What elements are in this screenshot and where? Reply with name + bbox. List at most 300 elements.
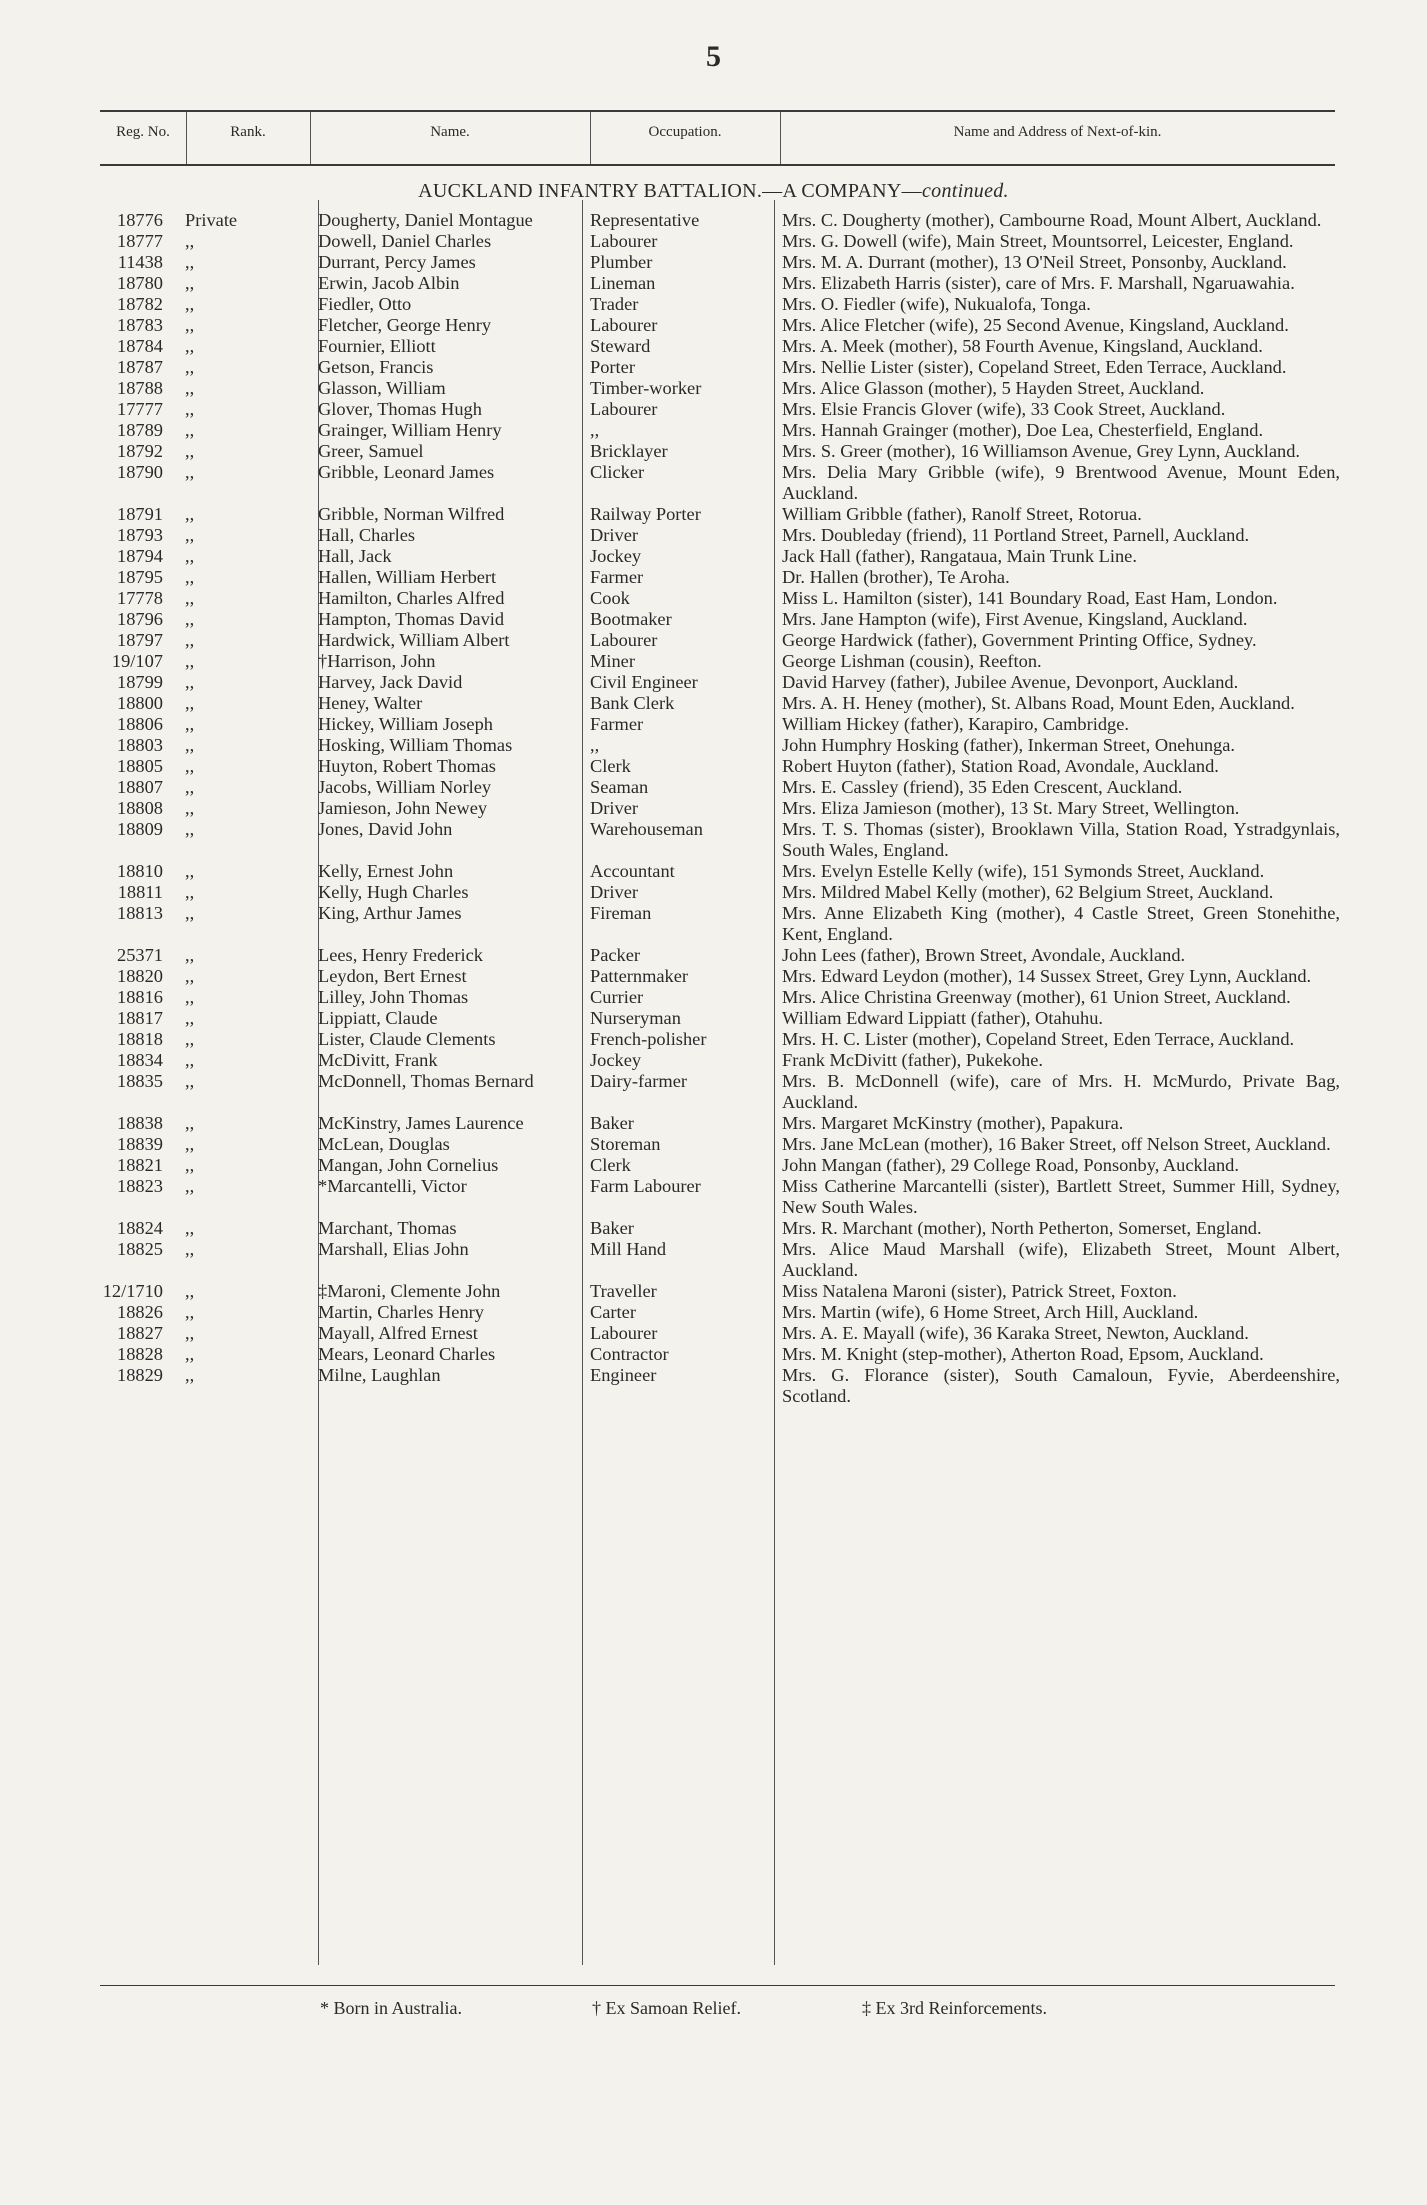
reg-no-cell: 18828 [117,1344,163,1364]
next-of-kin-cell: Mrs. Jane McLean (mother), 16 Baker Street, off Nelson Street, Auckland. [782,1134,1331,1154]
next-of-kin-cell: Mrs. Alice Maud Marshall (wife), Elizabeth Street, Mount Albert, Auckland. [782,1239,1340,1280]
occupation-cell: Labourer [590,1323,658,1343]
next-of-kin-cell: Mrs. Elsie Francis Glover (wife), 33 Cook Street, Auckland. [782,399,1226,419]
occupation-cell: Accountant [590,861,675,881]
rank-cell: ,, [185,903,195,923]
name-cell: Hosking, William Thomas [318,735,513,755]
table-row [0,1323,1427,1344]
header-bottom-rule [100,164,1335,166]
next-of-kin-cell: Mrs. Alice Glasson (mother), 5 Hayden Street, Auckland. [782,378,1205,398]
table-row [0,273,1427,294]
occupation-cell: Clerk [590,756,631,776]
next-of-kin-cell: Mrs. R. Marchant (mother), North Petherton, Somerset, England. [782,1218,1262,1238]
table-row [0,1344,1427,1365]
rank-cell: ,, [185,777,195,797]
reg-no-cell: 18808 [117,798,163,818]
next-of-kin-cell: Mrs. G. Florance (sister), South Camaloun, Fyvie, Aberdeenshire, Scotland. [782,1365,1340,1406]
table-row [0,441,1427,462]
rank-cell: ,, [185,1344,195,1364]
occupation-cell: Baker [590,1218,634,1238]
rank-cell: ,, [185,966,195,986]
reg-no-cell: 18782 [117,294,163,314]
name-cell: Marchant, Thomas [318,1218,457,1238]
reg-no-cell: 18827 [117,1323,163,1343]
next-of-kin-cell: Mrs. Margaret McKinstry (mother), Papakura. [782,1113,1124,1133]
occupation-cell: Seaman [590,777,649,797]
name-cell: Lippiatt, Claude [318,1008,438,1028]
reg-no-cell: 18829 [117,1365,163,1385]
next-of-kin-cell: Mrs. Anne Elizabeth King (mother), 4 Castle Street, Green Stonehithe, Kent, England. [782,903,1340,944]
next-of-kin-cell: Jack Hall (father), Rangataua, Main Trunk Line. [782,546,1137,566]
occupation-cell: Nurseryman [590,1008,681,1028]
occupation-cell: Baker [590,1113,634,1133]
next-of-kin-cell: Mrs. Elizabeth Harris (sister), care of Mrs. F. Marshall, Ngaruawahia. [782,273,1295,293]
name-cell: Glasson, William [318,378,446,398]
rank-cell: ,, [185,735,195,755]
reg-no-cell: 18797 [117,630,163,650]
name-cell: Durrant, Percy James [318,252,476,272]
next-of-kin-cell: Mrs. Mildred Mabel Kelly (mother), 62 Belgium Street, Auckland. [782,882,1274,902]
next-of-kin-cell: Robert Huyton (father), Station Road, Avondale, Auckland. [782,756,1219,776]
table-row [0,966,1427,987]
rank-cell: ,, [185,378,195,398]
occupation-cell: Farmer [590,567,644,587]
next-of-kin-cell: David Harvey (father), Jubilee Avenue, Devonport, Auckland. [782,672,1239,692]
name-cell: Hamilton, Charles Alfred [318,588,505,608]
rank-cell: ,, [185,987,195,1007]
rank-cell: ,, [185,1365,195,1385]
occupation-cell: Packer [590,945,641,965]
name-cell: Kelly, Ernest John [318,861,454,881]
rank-cell: ,, [185,588,195,608]
table-row [0,798,1427,819]
next-of-kin-cell: John Humphry Hosking (father), Inkerman Street, Onehunga. [782,735,1236,755]
rank-cell: ,, [185,1323,195,1343]
next-of-kin-cell: Mrs. G. Dowell (wife), Main Street, Mountsorrel, Leicester, England. [782,231,1294,251]
table-row [0,357,1427,378]
header-name: Name. [430,124,470,140]
name-cell: Getson, Francis [318,357,434,377]
occupation-cell: Clerk [590,1155,631,1175]
name-cell: Lister, Claude Clements [318,1029,496,1049]
reg-no-cell: 18787 [117,357,163,377]
name-cell: Fletcher, George Henry [318,315,492,335]
occupation-cell: Civil Engineer [590,672,698,692]
table-row [0,252,1427,273]
reg-no-cell: 18823 [117,1176,163,1196]
rank-cell: ,, [185,1134,195,1154]
occupation-cell: Patternmaker [590,966,689,986]
next-of-kin-cell: Mrs. Doubleday (friend), 11 Portland Street, Parnell, Auckland. [782,525,1250,545]
rank-cell: ,, [185,1155,195,1175]
next-of-kin-cell: Mrs. Edward Leydon (mother), 14 Sussex Street, Grey Lynn, Auckland. [782,966,1312,986]
reg-no-cell: 18807 [117,777,163,797]
occupation-cell: Dairy-farmer [590,1071,687,1091]
name-cell: Hardwick, William Albert [318,630,510,650]
rank-cell: ,, [185,315,195,335]
table-row [0,420,1427,441]
name-cell: Mayall, Alfred Ernest [318,1323,478,1343]
rank-cell: ,, [185,567,195,587]
table-row [0,630,1427,651]
name-cell: Hampton, Thomas David [318,609,505,629]
table-row [0,1239,1427,1281]
occupation-cell: Farmer [590,714,644,734]
table-row [0,1302,1427,1323]
next-of-kin-cell: John Lees (father), Brown Street, Avondale, Auckland. [782,945,1186,965]
next-of-kin-cell: Frank McDivitt (father), Pukekohe. [782,1050,1043,1070]
occupation-cell: French-polisher [590,1029,707,1049]
next-of-kin-cell: William Hickey (father), Karapiro, Cambridge. [782,714,1130,734]
table-row [0,1134,1427,1155]
reg-no-cell: 17778 [117,588,163,608]
occupation-cell: Storeman [590,1134,661,1154]
name-cell: Hickey, William Joseph [318,714,493,734]
table-row [0,231,1427,252]
name-cell: Gribble, Norman Wilfred [318,504,505,524]
name-cell: ‡Maroni, Clemente John [318,1281,501,1301]
table-row [0,1050,1427,1071]
occupation-cell: Bank Clerk [590,693,675,713]
page-number: 5 [706,40,721,73]
table-row [0,294,1427,315]
table-row [0,756,1427,777]
rank-cell: Private [185,210,238,230]
table-row [0,672,1427,693]
header-rank: Rank. [230,124,266,140]
table-row [0,903,1427,945]
name-cell: Mears, Leonard Charles [318,1344,496,1364]
table-row [0,1155,1427,1176]
name-cell: Fournier, Elliott [318,336,436,356]
name-cell: McDivitt, Frank [318,1050,438,1070]
occupation-cell: Labourer [590,630,658,650]
reg-no-cell: 18777 [117,231,163,251]
next-of-kin-cell: Miss Catherine Marcantelli (sister), Bartlett Street, Summer Hill, Sydney, New South Wales. [782,1176,1340,1217]
rank-cell: ,, [185,798,195,818]
name-cell: Hall, Charles [318,525,416,545]
reg-no-cell: 18826 [117,1302,163,1322]
header-occupation: Occupation. [648,124,722,140]
rank-cell: ,, [185,525,195,545]
next-of-kin-cell: Mrs. Jane Hampton (wife), First Avenue, Kingsland, Auckland. [782,609,1248,629]
next-of-kin-cell: Mrs. H. C. Lister (mother), Copeland Street, Eden Terrace, Auckland. [782,1029,1295,1049]
name-cell: *Marcantelli, Victor [318,1176,467,1196]
reg-no-cell: 18817 [117,1008,163,1028]
name-cell: Hall, Jack [318,546,392,566]
rank-cell: ,, [185,1071,195,1091]
rank-cell: ,, [185,1008,195,1028]
rank-cell: ,, [185,1029,195,1049]
table-row [0,1176,1427,1218]
next-of-kin-cell: Mrs. B. McDonnell (wife), care of Mrs. H. McMurdo, Private Bag, Auckland. [782,1071,1340,1112]
table-row [0,693,1427,714]
reg-no-cell: 18835 [117,1071,163,1091]
table-row [0,714,1427,735]
reg-no-cell: 25371 [117,945,163,965]
rank-cell: ,, [185,336,195,356]
table-row [0,378,1427,399]
occupation-cell: Currier [590,987,644,1007]
table-row [0,1218,1427,1239]
name-cell: Jacobs, William Norley [318,777,492,797]
occupation-cell: Farm Labourer [590,1176,701,1196]
rank-cell: ,, [185,1050,195,1070]
rank-cell: ,, [185,1176,195,1196]
table-row [0,819,1427,861]
occupation-cell: Fireman [590,903,652,923]
table-row [0,588,1427,609]
rank-cell: ,, [185,630,195,650]
table-row [0,1113,1427,1134]
next-of-kin-cell: Mrs. C. Dougherty (mother), Cambourne Road, Mount Albert, Auckland. [782,210,1322,230]
rank-cell: ,, [185,546,195,566]
reg-no-cell: 18809 [117,819,163,839]
rank-cell: ,, [185,651,195,671]
next-of-kin-cell: Miss L. Hamilton (sister), 141 Boundary Road, East Ham, London. [782,588,1278,608]
rank-cell: ,, [185,714,195,734]
occupation-cell: Warehouseman [590,819,703,839]
occupation-cell: Traveller [590,1281,657,1301]
rank-cell: ,, [185,420,195,440]
reg-no-cell: 18818 [117,1029,163,1049]
occupation-cell: Labourer [590,315,658,335]
reg-no-cell: 18805 [117,756,163,776]
next-of-kin-cell: William Edward Lippiatt (father), Otahuhu. [782,1008,1103,1028]
rank-cell: ,, [185,882,195,902]
name-cell: Grainger, William Henry [318,420,502,440]
next-of-kin-cell: Mrs. M. A. Durrant (mother), 13 O'Neil Street, Ponsonby, Auckland. [782,252,1287,272]
name-cell: Gribble, Leonard James [318,462,495,482]
reg-no-cell: 12/1710 [102,1281,163,1301]
occupation-cell: Miner [590,651,635,671]
name-cell: Jamieson, John Newey [318,798,488,818]
reg-no-cell: 17777 [117,399,163,419]
reg-no-cell: 18776 [117,210,163,230]
next-of-kin-cell: George Lishman (cousin), Reefton. [782,651,1042,671]
reg-no-cell: 18791 [117,504,163,524]
reg-no-cell: 18792 [117,441,163,461]
name-cell: Greer, Samuel [318,441,424,461]
next-of-kin-cell: Mrs. A. Meek (mother), 58 Fourth Avenue, Kingsland, Auckland. [782,336,1263,356]
reg-no-cell: 18780 [117,273,163,293]
name-cell: Erwin, Jacob Albin [318,273,460,293]
occupation-cell: Driver [590,798,638,818]
table-row [0,1071,1427,1113]
next-of-kin-cell: Mrs. Eliza Jamieson (mother), 13 St. Mary Street, Wellington. [782,798,1240,818]
footer-rule [100,1985,1335,1986]
name-cell: Leydon, Bert Ernest [318,966,467,986]
footnote-born-australia: * Born in Australia. [320,1998,462,2018]
name-cell: Jones, David John [318,819,453,839]
rank-cell: ,, [185,693,195,713]
occupation-cell: Cook [590,588,630,608]
table-row [0,1365,1427,1407]
reg-no-cell: 18824 [117,1218,163,1238]
rank-cell: ,, [185,462,195,482]
reg-no-cell: 18803 [117,735,163,755]
table-row [0,315,1427,336]
occupation-cell: Jockey [590,546,642,566]
next-of-kin-cell: Mrs. Delia Mary Gribble (wife), 9 Brentwood Avenue, Mount Eden, Auckland. [782,462,1340,503]
name-cell: Kelly, Hugh Charles [318,882,469,902]
reg-no-cell: 18834 [117,1050,163,1070]
table-row [0,1029,1427,1050]
rank-cell: ,, [185,1113,195,1133]
section-title [0,180,1427,203]
reg-no-cell: 18788 [117,378,163,398]
reg-no-cell: 18784 [117,336,163,356]
next-of-kin-cell: Mrs. S. Greer (mother), 16 Williamson Avenue, Grey Lynn, Auckland. [782,441,1301,461]
header-reg-no: Reg. No. [116,124,170,140]
next-of-kin-cell: Mrs. Nellie Lister (sister), Copeland Street, Eden Terrace, Auckland. [782,357,1287,377]
rank-cell: ,, [185,273,195,293]
name-cell: Mangan, John Cornelius [318,1155,499,1175]
reg-no-cell: 18838 [117,1113,163,1133]
next-of-kin-cell: Dr. Hallen (brother), Te Aroha. [782,567,1010,587]
reg-no-cell: 18839 [117,1134,163,1154]
name-cell: Huyton, Robert Thomas [318,756,496,776]
rank-cell: ,, [185,672,195,692]
roll-table [0,210,1427,1407]
table-row [0,735,1427,756]
reg-no-cell: 11438 [117,252,163,272]
rank-cell: ,, [185,231,195,251]
reg-no-cell: 18796 [117,609,163,629]
occupation-cell: Railway Porter [590,504,701,524]
next-of-kin-cell: George Hardwick (father), Government Printing Office, Sydney. [782,630,1257,650]
next-of-kin-cell: Mrs. Evelyn Estelle Kelly (wife), 151 Symonds Street, Auckland. [782,861,1265,881]
next-of-kin-cell: Mrs. O. Fiedler (wife), Nukualofa, Tonga. [782,294,1091,314]
rank-cell: ,, [185,294,195,314]
footnote-samoan-relief: † Ex Samoan Relief. [592,1998,741,2018]
next-of-kin-cell: Mrs. M. Knight (step-mother), Atherton Road, Epsom, Auckland. [782,1344,1264,1364]
occupation-cell: Engineer [590,1365,657,1385]
next-of-kin-cell: Mrs. A. E. Mayall (wife), 36 Karaka Street, Newton, Auckland. [782,1323,1249,1343]
name-cell: McDonnell, Thomas Bernard [318,1071,534,1091]
rank-cell: ,, [185,819,195,839]
reg-no-cell: 18813 [117,903,163,923]
reg-no-cell: 19/107 [111,651,163,671]
rank-cell: ,, [185,252,195,272]
table-row [0,987,1427,1008]
name-cell: Marshall, Elias John [318,1239,469,1259]
table-row [0,336,1427,357]
rank-cell: ,, [185,504,195,524]
name-cell: Glover, Thomas Hugh [318,399,482,419]
table-row [0,399,1427,420]
occupation-cell: Jockey [590,1050,642,1070]
table-row [0,546,1427,567]
reg-no-cell: 18811 [117,882,163,902]
reg-no-cell: 18806 [117,714,163,734]
occupation-cell: Contractor [590,1344,669,1364]
occupation-cell: Porter [590,357,635,377]
occupation-cell: ,, [590,735,600,755]
table-row [0,609,1427,630]
reg-no-cell: 18799 [117,672,163,692]
occupation-cell: Timber-worker [590,378,702,398]
next-of-kin-cell: Mrs. A. H. Heney (mother), St. Albans Road, Mount Eden, Auckland. [782,693,1295,713]
name-cell: Fiedler, Otto [318,294,412,314]
reg-no-cell: 18795 [117,567,163,587]
rank-cell: ,, [185,609,195,629]
next-of-kin-cell: Miss Natalena Maroni (sister), Patrick Street, Foxton. [782,1281,1177,1301]
occupation-cell: Representative [590,210,700,230]
occupation-cell: Steward [590,336,651,356]
occupation-cell: Labourer [590,399,658,419]
rank-cell: ,, [185,861,195,881]
rank-cell: ,, [185,1302,195,1322]
name-cell: McLean, Douglas [318,1134,450,1154]
table-row [0,504,1427,525]
section-title-continued: continued. [921,180,1009,202]
name-cell: Dowell, Daniel Charles [318,231,492,251]
name-cell: McKinstry, James Laurence [318,1113,524,1133]
table-row [0,462,1427,504]
rank-cell: ,, [185,399,195,419]
reg-no-cell: 18821 [117,1155,163,1175]
name-cell: King, Arthur James [318,903,462,923]
occupation-cell: Plumber [590,252,653,272]
occupation-cell: Mill Hand [590,1239,667,1259]
occupation-cell: Trader [590,294,639,314]
name-cell: Milne, Laughlan [318,1365,441,1385]
table-row [0,210,1427,231]
table-row [0,651,1427,672]
next-of-kin-cell: Mrs. Alice Christina Greenway (mother), 61 Union Street, Auckland. [782,987,1291,1007]
reg-no-cell: 18789 [117,420,163,440]
name-cell: Dougherty, Daniel Montague [318,210,533,230]
header-next-of-kin: Name and Address of Next-of-kin. [953,124,1162,140]
next-of-kin-cell: Mrs. Alice Fletcher (wife), 25 Second Avenue, Kingsland, Auckland. [782,315,1289,335]
reg-no-cell: 18783 [117,315,163,335]
table-row [0,1281,1427,1302]
name-cell: Lees, Henry Frederick [318,945,483,965]
section-title-text: AUCKLAND INFANTRY BATTALION.—A COMPANY— [418,180,922,202]
occupation-cell: ,, [590,420,600,440]
reg-no-cell: 18800 [117,693,163,713]
rank-cell: ,, [185,441,195,461]
table-row [0,882,1427,903]
rank-cell: ,, [185,945,195,965]
next-of-kin-cell: Mrs. Martin (wife), 6 Home Street, Arch Hill, Auckland. [782,1302,1199,1322]
reg-no-cell: 18810 [117,861,163,881]
table-row [0,777,1427,798]
occupation-cell: Carter [590,1302,636,1322]
table-row [0,861,1427,882]
rank-cell: ,, [185,1218,195,1238]
occupation-cell: Bricklayer [590,441,668,461]
occupation-cell: Driver [590,525,638,545]
next-of-kin-cell: Mrs. Hannah Grainger (mother), Doe Lea, Chesterfield, England. [782,420,1264,440]
rank-cell: ,, [185,357,195,377]
occupation-cell: Clicker [590,462,645,482]
next-of-kin-cell: Mrs. E. Cassley (friend), 35 Eden Crescent, Auckland. [782,777,1183,797]
occupation-cell: Lineman [590,273,656,293]
name-cell: †Harrison, John [318,651,436,671]
name-cell: Harvey, Jack David [318,672,463,692]
name-cell: Martin, Charles Henry [318,1302,484,1322]
table-row [0,567,1427,588]
reg-no-cell: 18794 [117,546,163,566]
occupation-cell: Labourer [590,231,658,251]
reg-no-cell: 18825 [117,1239,163,1259]
name-cell: Lilley, John Thomas [318,987,469,1007]
table-row [0,945,1427,966]
rank-cell: ,, [185,1281,195,1301]
reg-no-cell: 18790 [117,462,163,482]
